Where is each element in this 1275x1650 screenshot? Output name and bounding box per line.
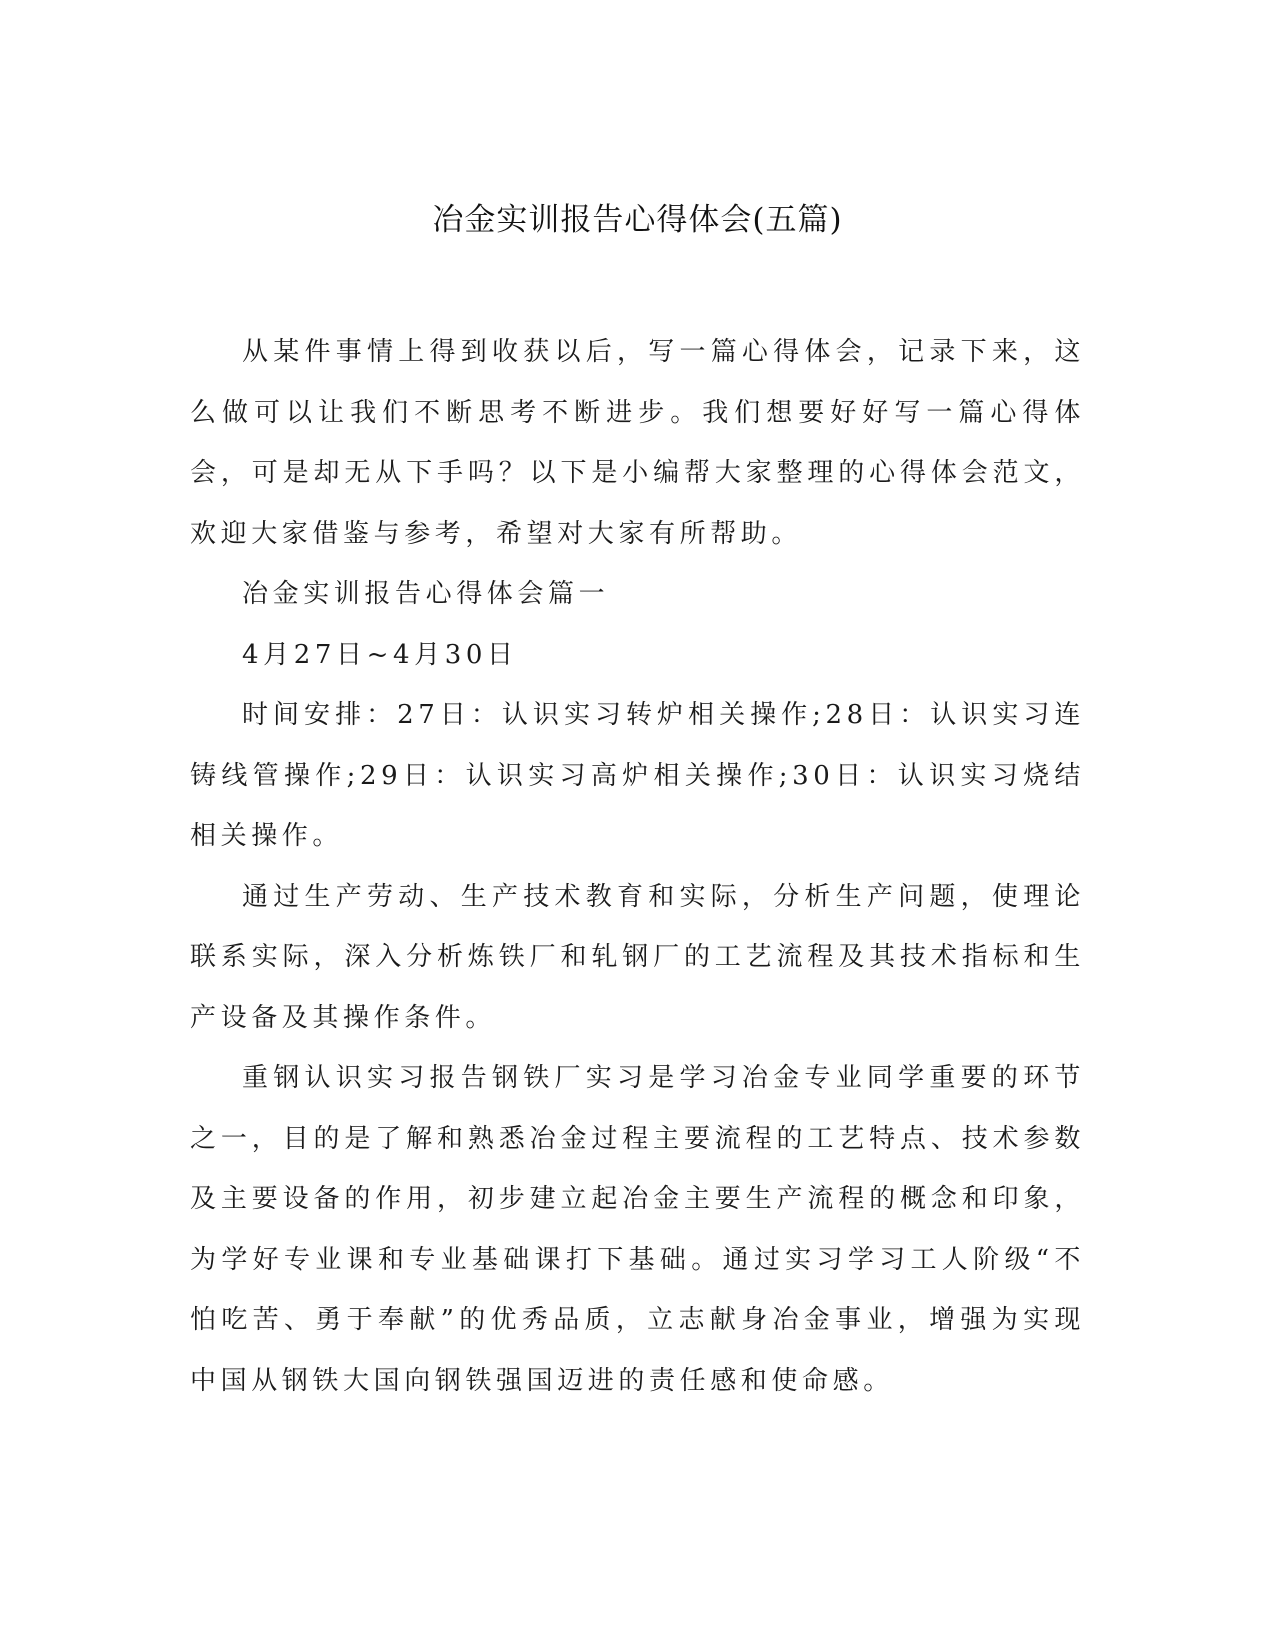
internship-paragraph: 重钢认识实习报告钢铁厂实习是学习冶金专业同学重要的环节之一，目的是了解和熟悉冶金过程主要流程的工艺特点、技术参数及主要设备的作用，初步建立起冶金主要生产流程的概念和印象，为学好专业课和专业基础课打下基础。通过实习学习工人阶级“不怕吃苦、勇于奉献”的优秀品质，立志献身冶金事业，增强为实现中国从钢铁大国向钢铁强国迈进的责任感和使命感。 [190,1063,1085,1396]
date-range-paragraph: 4月27日~4月30日 [242,639,518,670]
schedule-paragraph: 时间安排：27日：认识实习转炉相关操作;28日：认识实习连铸线管操作;29日：认识实习高炉相关操作;30日：认识实习烧结相关操作。 [190,700,1085,851]
document-title: 冶金实训报告心得体会(五篇) [432,202,843,238]
purpose-paragraph: 通过生产劳动、生产技术教育和实际，分析生产问题，使理论联系实际，深入分析炼铁厂和轧钢厂的工艺流程及其技术指标和生产设备及其操作条件。 [190,881,1085,1033]
document-body [190,322,1085,1411]
intro-paragraph: 从某件事情上得到收获以后，写一篇心得体会，记录下来，这么做可以让我们不断思考不断进步。我们想要好好写一篇心得体会，可是却无从下手吗？以下是小编帮大家整理的心得体会范文，欢迎大家借鉴与参考，希望对大家有所帮助。 [190,337,1085,549]
section-heading: 冶金实训报告心得体会篇一 [242,579,610,609]
